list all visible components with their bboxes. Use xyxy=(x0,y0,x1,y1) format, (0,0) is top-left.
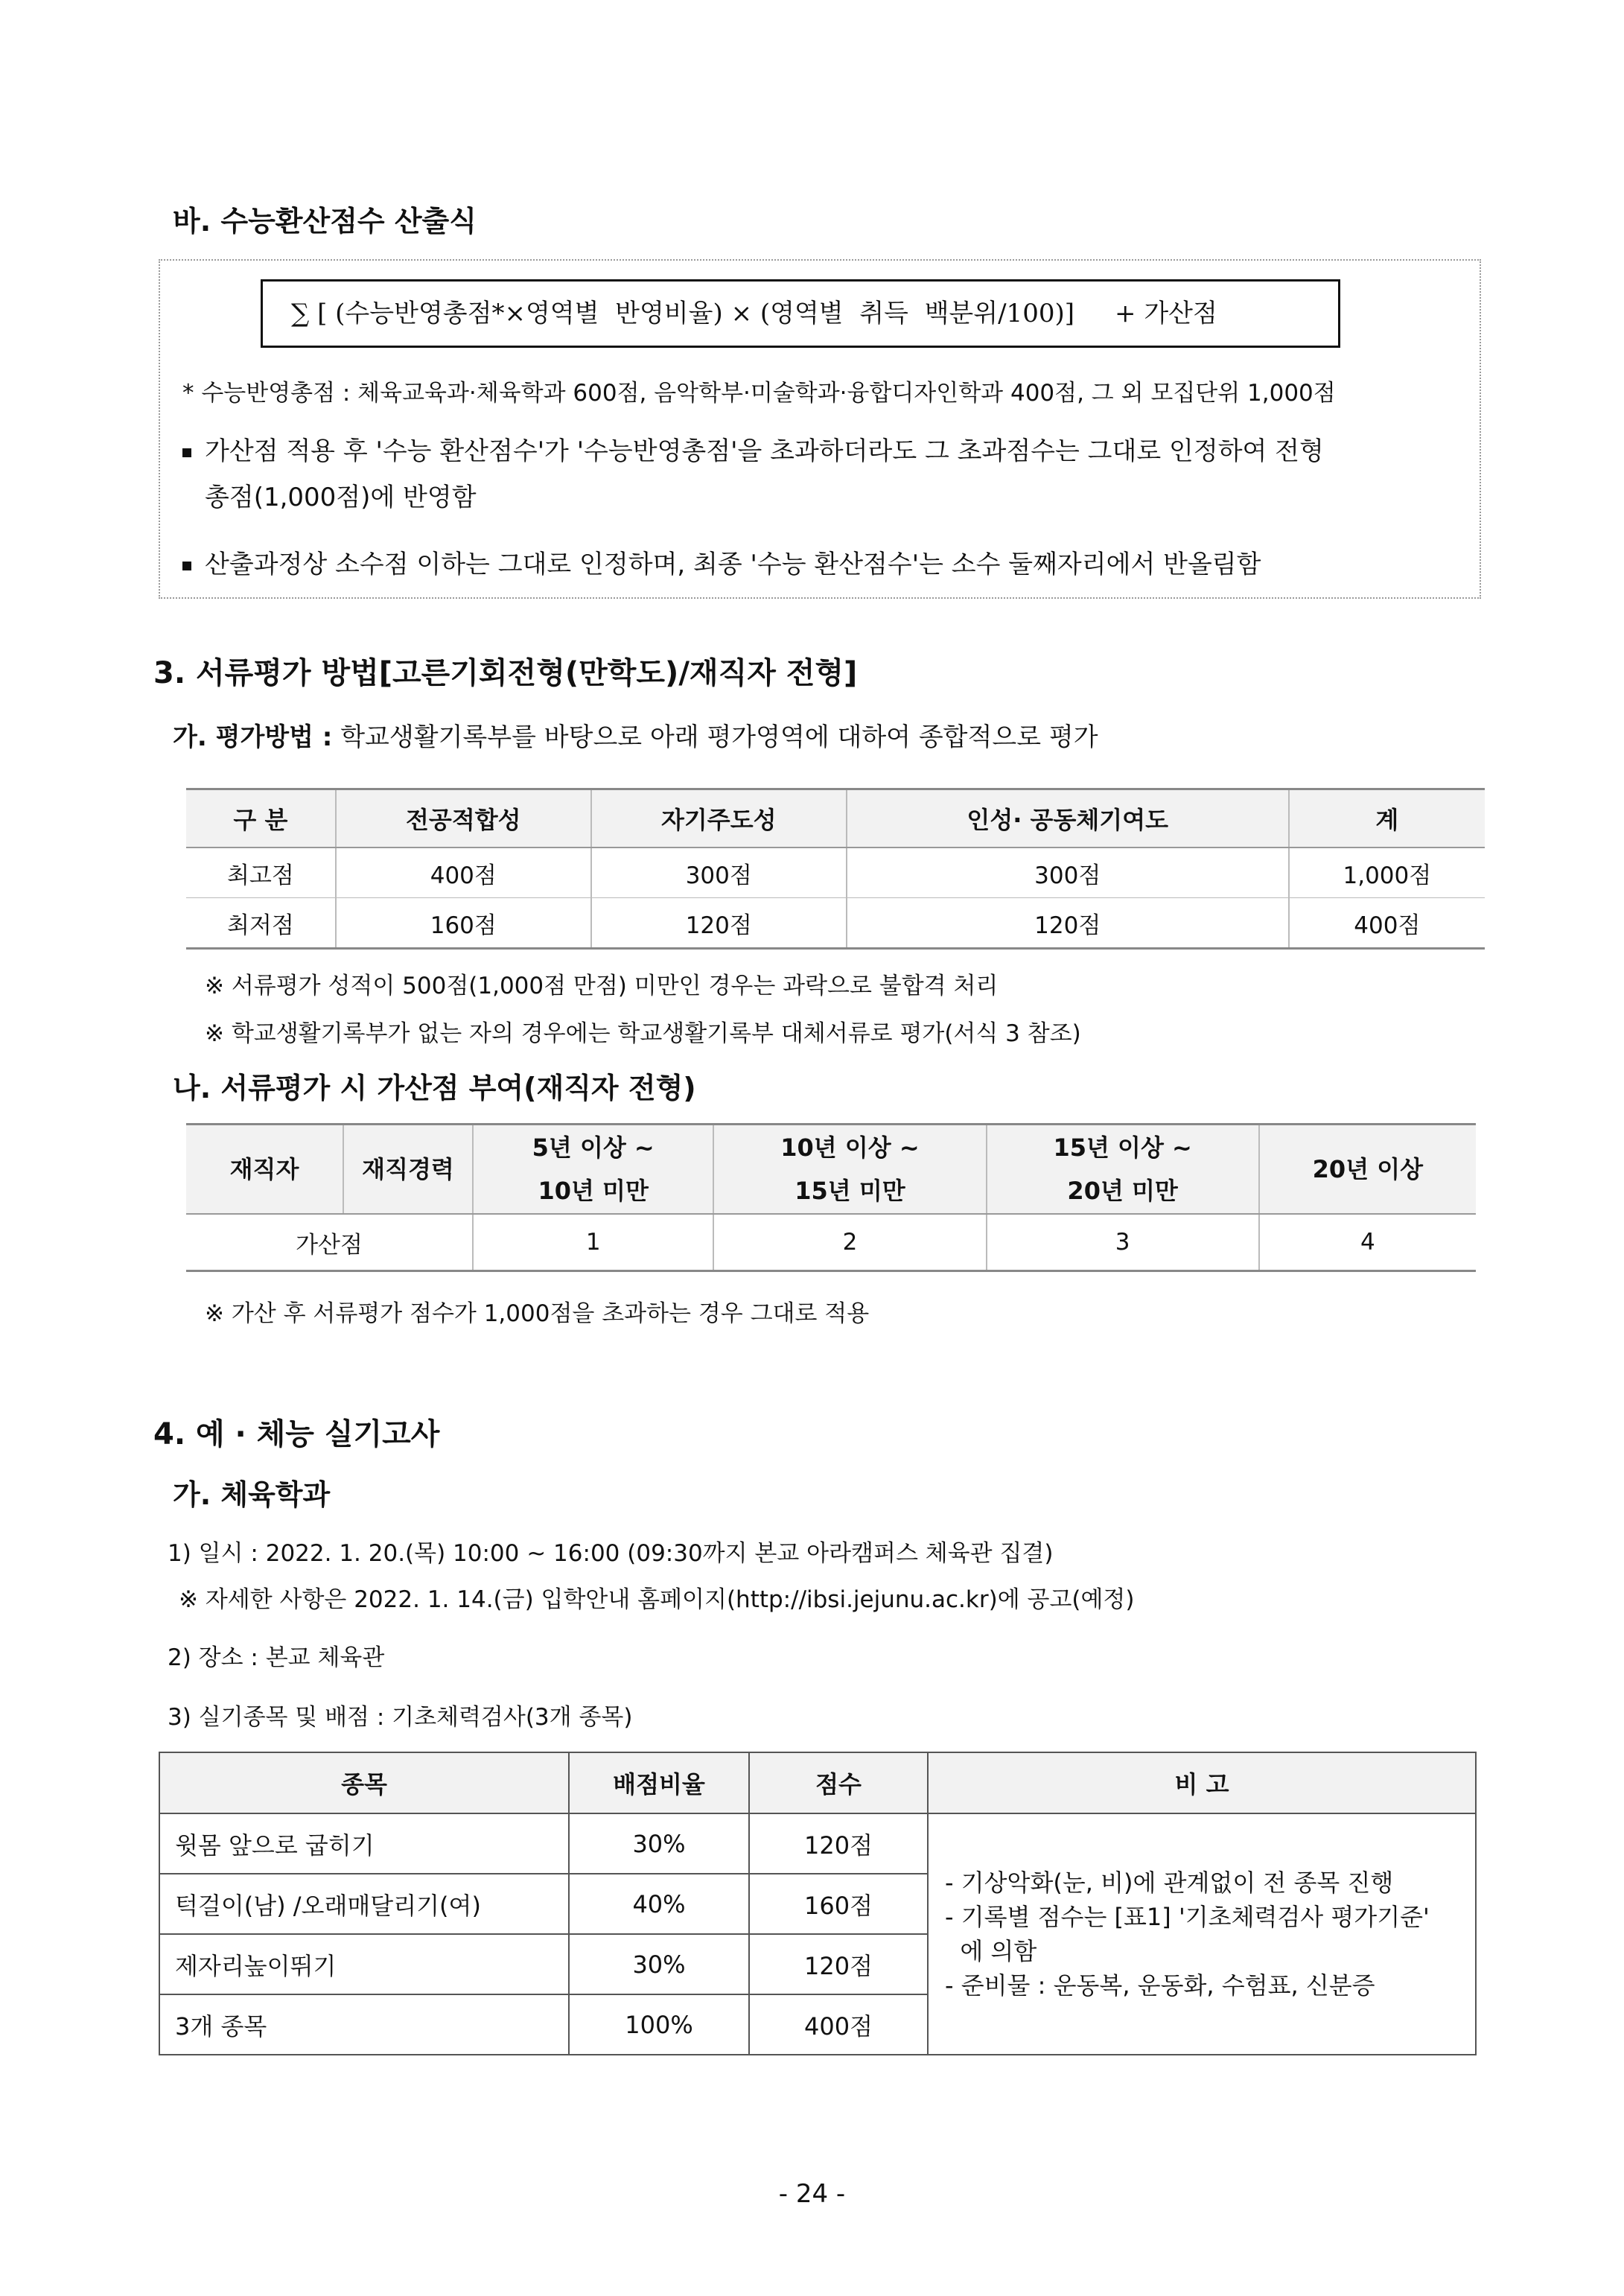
table-header xyxy=(473,1125,713,1215)
evaluation-score-table xyxy=(186,788,1485,950)
table-header: 20년 이상 xyxy=(1259,1125,1476,1215)
table-cell: 1,000점 xyxy=(1289,848,1485,898)
bullet-2 xyxy=(182,544,1261,580)
table-cell: 120점 xyxy=(847,898,1289,949)
remarks-line: - 기록별 점수는 [표1] '기초체력검사 평가기준' xyxy=(945,1903,1430,1931)
table-header: 재직경력 xyxy=(343,1125,473,1215)
table-row xyxy=(186,1214,1476,1271)
bullet-2-text: 산출과정상 소수점 이하는 그대로 인정하며, 최종 '수능 환산점수'는 소수 둘째자리에서 반올림함 xyxy=(205,550,1261,579)
header-line: 15년 미만 xyxy=(795,1177,905,1205)
table-cell: 400점 xyxy=(336,848,591,898)
table-header: 배점비율 xyxy=(569,1752,749,1813)
table-cell: 최고점 xyxy=(186,848,336,898)
table-header: 종목 xyxy=(159,1752,569,1813)
formula-box: ∑ [ (수능반영총점*×영역별 반영비율) × (영역별 취득 백분위/100)] + 가산점 xyxy=(261,279,1340,348)
square-bullet-icon xyxy=(182,448,191,457)
table-cell: 제자리높이뛰기 xyxy=(159,1934,569,1994)
exam-events: 3) 실기종목 및 배점 : 기초체력검사(3개 종목) xyxy=(168,1704,633,1731)
exam-place: 2) 장소 : 본교 체육관 xyxy=(168,1644,385,1671)
header-line: 20년 미만 xyxy=(1067,1177,1178,1205)
section-3-ga xyxy=(173,716,1098,753)
table-header: 재직자 xyxy=(186,1125,343,1215)
section-3-na-title: 나. 서류평가 시 가산점 부여(재직자 전형) xyxy=(173,1072,696,1104)
table-cell: 300점 xyxy=(847,848,1289,898)
header-line: 10년 미만 xyxy=(538,1177,649,1205)
bullet-1-text: 가산점 적용 후 '수능 환산점수'가 '수능반영총점'을 초과하더라도 그 초과점수는 그대로 인정하여 전형 xyxy=(205,436,1324,466)
square-bullet-icon xyxy=(182,562,191,570)
table-header: 계 xyxy=(1289,789,1485,848)
remarks-cell xyxy=(928,1813,1476,2055)
table-cell: 4 xyxy=(1259,1214,1476,1271)
table-cell: 가산점 xyxy=(186,1214,473,1271)
table-cell: 윗몸 앞으로 굽히기 xyxy=(159,1813,569,1874)
table-cell: 120점 xyxy=(749,1813,928,1874)
table-cell: 400점 xyxy=(749,1994,928,2055)
table-cell: 3개 종목 xyxy=(159,1994,569,2055)
table-cell: 턱걸이(남) /오래매달리기(여) xyxy=(159,1874,569,1934)
note-substitute-docs: ※ 학교생활기록부가 없는 자의 경우에는 학교생활기록부 대체서류로 평가(서식 3 참조) xyxy=(205,1020,1081,1047)
table-cell: 300점 xyxy=(591,848,847,898)
table-cell: 2 xyxy=(713,1214,986,1271)
bullet-1-continued: 총점(1,000점)에 반영함 xyxy=(205,483,477,512)
table-header: 구 분 xyxy=(186,789,336,848)
physical-test-table xyxy=(159,1752,1477,2055)
table-cell: 30% xyxy=(569,1813,749,1874)
remarks-line: - 기상악화(눈, 비)에 관계없이 전 종목 진행 xyxy=(945,1869,1394,1897)
header-line: 15년 이상 ~ xyxy=(1053,1133,1192,1162)
bullet-1 xyxy=(182,430,1324,467)
page-number: - 24 - xyxy=(778,2179,846,2209)
table-cell: 120점 xyxy=(591,898,847,949)
table-cell: 100% xyxy=(569,1994,749,2055)
table-cell: 최저점 xyxy=(186,898,336,949)
section-3-ga-label: 가. 평가방법 : xyxy=(173,722,333,752)
table-cell: 40% xyxy=(569,1874,749,1934)
table-cell: 30% xyxy=(569,1934,749,1994)
formula-footnote: * 수능반영총점 : 체육교육과·체육학과 600점, 음악학부·미술학과·융합디자인학과 400점, 그 외 모집단위 1,000점 xyxy=(182,380,1336,407)
table-header: 전공적합성 xyxy=(336,789,591,848)
table-header xyxy=(713,1125,986,1215)
table-row xyxy=(159,1813,1476,1874)
table-cell: 120점 xyxy=(749,1934,928,1994)
header-line: 5년 이상 ~ xyxy=(532,1133,655,1162)
exam-date: 1) 일시 : 2022. 1. 20.(목) 10:00 ~ 16:00 (09:30까지 본교 아라캠퍼스 체육관 집결) xyxy=(168,1540,1054,1567)
table-cell: 3 xyxy=(987,1214,1259,1271)
table-header: 비 고 xyxy=(928,1752,1476,1813)
note-bonus-cap: ※ 가산 후 서류평가 점수가 1,000점을 초과하는 경우 그대로 적용 xyxy=(205,1300,870,1327)
table-header: 자기주도성 xyxy=(591,789,847,848)
section-4-title: 4. 예 · 체능 실기고사 xyxy=(153,1417,440,1451)
exam-date-note: ※ 자세한 사항은 2022. 1. 14.(금) 입학안내 홈페이지(http://ibsi.jejunu.ac.kr)에 공고(예정) xyxy=(179,1586,1135,1613)
section-ba-title: 바. 수능환산점수 산출식 xyxy=(173,205,477,238)
table-header: 점수 xyxy=(749,1752,928,1813)
table-row xyxy=(186,898,1485,949)
section-3-ga-text: 학교생활기록부를 바탕으로 아래 평가영역에 대하여 종합적으로 평가 xyxy=(332,722,1098,752)
table-header: 인성· 공동체기여도 xyxy=(847,789,1289,848)
table-row xyxy=(186,848,1485,898)
remarks-line: 에 의함 xyxy=(945,1937,1037,1965)
section-4-ga-title: 가. 체육학과 xyxy=(173,1478,331,1511)
table-cell: 160점 xyxy=(336,898,591,949)
section-3-title: 3. 서류평가 방법[고른기회전형(만학도)/재직자 전형] xyxy=(153,656,858,690)
table-header xyxy=(987,1125,1259,1215)
table-cell: 1 xyxy=(473,1214,713,1271)
header-line: 10년 이상 ~ xyxy=(780,1133,920,1162)
note-fail-threshold: ※ 서류평가 성적이 500점(1,000점 만점) 미만인 경우는 과락으로 불합격 처리 xyxy=(205,973,999,999)
table-cell: 160점 xyxy=(749,1874,928,1934)
table-cell: 400점 xyxy=(1289,898,1485,949)
bonus-points-table xyxy=(186,1123,1476,1272)
remarks-line: - 준비물 : 운동복, 운동화, 수험표, 신분증 xyxy=(945,1971,1375,2000)
